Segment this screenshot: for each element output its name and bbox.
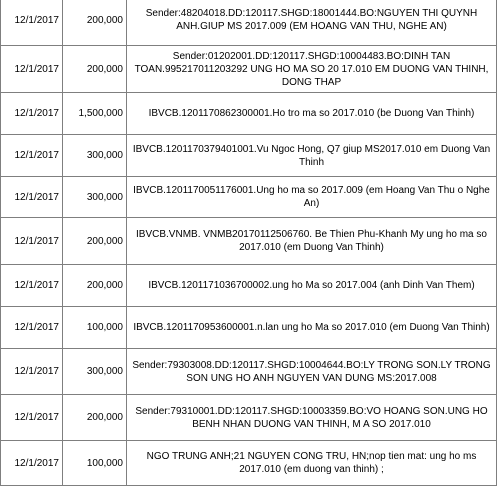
table-row: [1, 265, 497, 307]
date-cell: 12/1/2017: [1, 307, 63, 349]
amount-cell: 100,000: [63, 441, 127, 486]
table-row: [1, 46, 497, 93]
table-row: [1, 395, 497, 441]
description-cell: IBVCB.1201171036700002.ung ho Ma so 2017.004 (anh Dinh Van Them): [127, 265, 497, 307]
table-row: [1, 93, 497, 135]
amount-cell: 300,000: [63, 177, 127, 218]
description-cell: IBVCB.1201170051176001.Ung ho ma so 2017.009 (em Hoang Van Thu o Nghe An): [127, 177, 497, 218]
table-row: [1, 349, 497, 395]
date-cell: 12/1/2017: [1, 265, 63, 307]
date-cell: 12/1/2017: [1, 135, 63, 177]
date-cell: 12/1/2017: [1, 395, 63, 441]
description-cell: IBVCB.1201170953600001.n.lan ung ho Ma so 2017.010 (em Duong Van Thinh): [127, 307, 497, 349]
description-cell: NGO TRUNG ANH;21 NGUYEN CONG TRU, HN;nop tien mat: ung ho ms 2017.010 (em duong van thinh) ;: [127, 441, 497, 486]
description-cell: IBVCB.1201170379401001.Vu Ngoc Hong, Q7 giup MS2017.010 em Duong Van Thinh: [127, 135, 497, 177]
amount-cell: 200,000: [63, 395, 127, 441]
description-cell: Sender:79303008.DD:120117.SHGD:10004644.BO:LY TRONG SON.LY TRONG SON UNG HO ANH NGUYEN VAN DUNG MS:2017.008: [127, 349, 497, 395]
table-row: [1, 177, 497, 218]
amount-cell: 100,000: [63, 307, 127, 349]
description-cell: Sender:79310001.DD:120117.SHGD:10003359.BO:VO HOANG SON.UNG HO BENH NHAN DUONG VAN THINH, M A SO 2017.010: [127, 395, 497, 441]
amount-cell: 1,500,000: [63, 93, 127, 135]
date-cell: 12/1/2017: [1, 177, 63, 218]
amount-cell: 200,000: [63, 218, 127, 265]
amount-cell: 300,000: [63, 135, 127, 177]
description-cell: Sender:48204018.DD:120117.SHGD:18001444.BO:NGUYEN THI QUYNH ANH.GIUP MS 2017.009 (EM HOANG VAN THU, NGHE AN): [127, 0, 497, 46]
table-row: [1, 307, 497, 349]
date-cell: 12/1/2017: [1, 218, 63, 265]
table-row: [1, 218, 497, 265]
date-cell: 12/1/2017: [1, 93, 63, 135]
amount-cell: 200,000: [63, 265, 127, 307]
amount-cell: 300,000: [63, 349, 127, 395]
description-cell: IBVCB.1201170862300001.Ho tro ma so 2017.010 (be Duong Van Thinh): [127, 93, 497, 135]
date-cell: 12/1/2017: [1, 349, 63, 395]
description-cell: IBVCB.VNMB. VNMB20170112506760. Be Thien Phu-Khanh My ung ho ma so 2017.010 (em Duong Van Thinh): [127, 218, 497, 265]
description-cell: Sender:01202001.DD:120117.SHGD:10004483.BO:DINH TAN TOAN.995217011203292 UNG HO MA SO 20 17.010 EM DUONG VAN THINH, DONG THAP: [127, 46, 497, 93]
date-cell: 12/1/2017: [1, 0, 63, 46]
table-row: [1, 0, 497, 46]
date-cell: 12/1/2017: [1, 441, 63, 486]
table-row: [1, 135, 497, 177]
table-row: [1, 441, 497, 486]
amount-cell: 200,000: [63, 0, 127, 46]
amount-cell: 200,000: [63, 46, 127, 93]
date-cell: 12/1/2017: [1, 46, 63, 93]
